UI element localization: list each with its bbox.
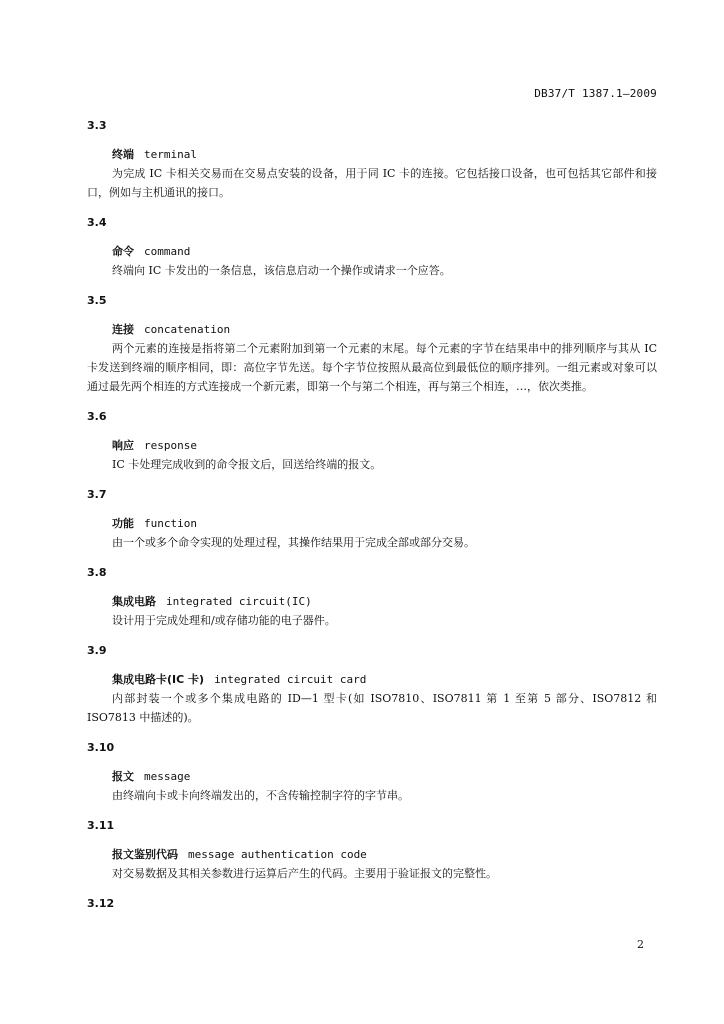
term-heading	[112, 768, 657, 785]
term-chinese: 命令	[112, 245, 134, 258]
clause-number: 3.6	[87, 410, 107, 423]
term-heading	[112, 671, 657, 688]
term-heading	[112, 321, 657, 338]
term-heading	[112, 146, 657, 163]
term-definition: 终端向 IC 卡发出的一条信息，该信息启动一个操作或请求一个应答。	[112, 264, 451, 277]
term-entry-3-4	[87, 215, 657, 280]
term-english: message	[144, 770, 191, 783]
term-english: function	[144, 517, 197, 530]
term-entry-3-6	[87, 409, 657, 474]
term-definition: 为完成 IC 卡相关交易而在交易点安装的设备，用于同 IC 卡的连接。它包括接口设备，也可包括其它部件和接口，例如与主机通讯的接口。	[87, 167, 657, 199]
term-entry-3-12	[87, 896, 657, 912]
term-definition: 由终端向卡或卡向终端发出的，不含传输控制字符的字节串。	[112, 789, 409, 802]
term-chinese: 连接	[112, 323, 134, 336]
term-definition: 两个元素的连接是指将第二个元素附加到第一个元素的末尾。每个元素的字节在结果串中的排列顺序与其从 IC 卡发送到终端的顺序相同，即：高位字节先送。每个字节位按照从最高位到最低位的顺序排列。一组元素或对象可以通过最先两个相连的方式连接成一个新元素，即第一个与第二个相连，再与第三个相连，…，依次类推。	[87, 342, 657, 393]
term-definition: 由一个或多个命令实现的处理过程，其操作结果用于完成全部或部分交易。	[112, 536, 475, 549]
clause-number: 3.4	[87, 216, 107, 229]
term-heading	[112, 243, 657, 260]
term-heading	[112, 515, 657, 532]
term-definition: 设计用于完成处理和/或存储功能的电子器件。	[112, 614, 336, 627]
term-chinese: 报文鉴别代码	[112, 848, 178, 861]
term-entry-3-5	[87, 293, 657, 396]
term-chinese: 集成电路	[112, 595, 156, 608]
term-chinese: 功能	[112, 517, 134, 530]
term-chinese: 集成电路卡(IC 卡)	[112, 673, 205, 686]
term-entry-3-11	[87, 818, 657, 883]
term-definition: IC 卡处理完成收到的命令报文后，回送给终端的报文。	[112, 458, 382, 471]
term-entry-3-7	[87, 487, 657, 552]
clause-number: 3.3	[87, 119, 107, 132]
term-entry-3-8	[87, 565, 657, 630]
terms-section	[87, 118, 657, 924]
term-english: command	[144, 245, 191, 258]
term-english: terminal	[144, 148, 197, 161]
term-chinese: 终端	[112, 148, 134, 161]
clause-number: 3.7	[87, 488, 107, 501]
term-english: integrated circuit(IC)	[166, 595, 312, 608]
page-number: 2	[637, 938, 644, 951]
term-english: message authentication code	[188, 848, 367, 861]
term-definition: 内部封装一个或多个集成电路的 ID—1 型卡(如 ISO7810、ISO7811 第 1 至第 5 部分、ISO7812 和 ISO7813 中描述的)。	[87, 692, 657, 724]
term-english: response	[144, 439, 197, 452]
term-english: concatenation	[144, 323, 231, 336]
term-chinese: 报文	[112, 770, 134, 783]
clause-number: 3.12	[87, 897, 115, 910]
term-heading	[112, 593, 657, 610]
document-code: DB37/T 1387.1—2009	[534, 87, 657, 100]
clause-number: 3.10	[87, 741, 115, 754]
clause-number: 3.5	[87, 294, 107, 307]
term-entry-3-10	[87, 740, 657, 805]
term-heading	[112, 437, 657, 454]
term-definition: 对交易数据及其相关参数进行运算后产生的代码。主要用于验证报文的完整性。	[112, 867, 497, 880]
term-chinese: 响应	[112, 439, 134, 452]
clause-number: 3.9	[87, 644, 107, 657]
term-heading	[112, 846, 657, 863]
clause-number: 3.11	[87, 819, 115, 832]
term-entry-3-3	[87, 118, 657, 202]
term-english: integrated circuit card	[214, 673, 367, 686]
term-entry-3-9	[87, 643, 657, 727]
clause-number: 3.8	[87, 566, 107, 579]
